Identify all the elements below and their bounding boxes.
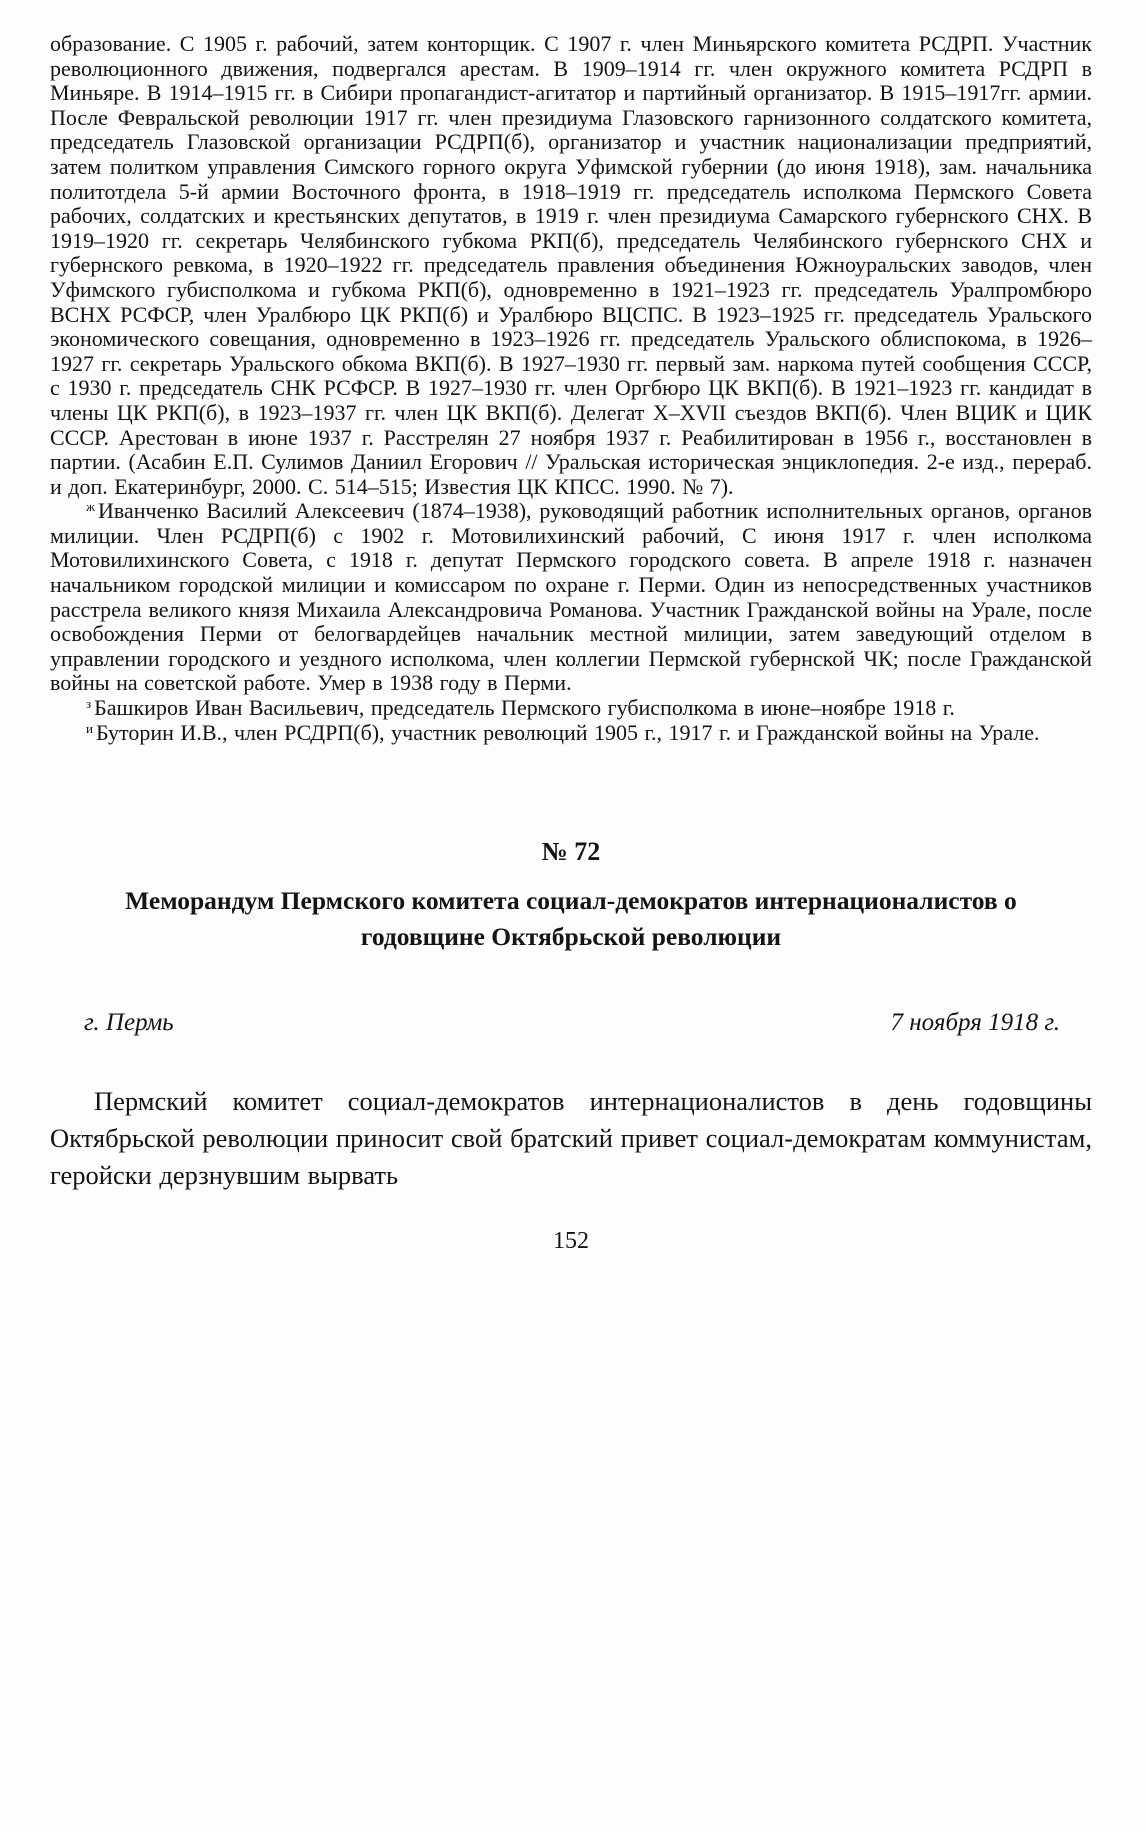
footnote-butorin	[50, 721, 1092, 746]
document-number: № 72	[541, 837, 601, 867]
dateline-date: 7 ноября 1918 г.	[890, 1009, 1060, 1037]
footnote-marker: ж	[86, 499, 95, 515]
dateline-place: г. Пермь	[84, 1009, 174, 1037]
footnote-text: Иванченко Василий Алексеевич (1874–1938), руководящий работник исполнительных органов, органов милиции. Член РСДРП(б) с 1902 г. Мотовилихинский рабочий, С июня 1917 г. член исполкома Мотовилихинского Совета, с 1918 г. депутат Пермского городского совета. В апреле 1918 г. назначен начальником городской милиции и комиссаром по охране г. Перми. Один из непосредственных участников расстрела великого князя Михаила Александровича Романова. Участник Гражданской войны на Урале, после освобождения Перми от белогвардейцев начальник местной милиции, затем заведующий отделом в управлении городского и уездного исполкома, член коллегии Пермской губернской ЧК; после Гражданской войны на советской работе. Умер в 1938 году в Перми.	[50, 498, 1092, 696]
document-body-paragraph: Пермский комитет социал-демократов интернационалистов в день годовщины Октябрьской революции приносит свой братский привет социал-демократам коммунистам, геройски дерзнувшим вырвать	[50, 1086, 1092, 1191]
document-title: Меморандум Пермского комитета социал-демократов интернационалистов о годовщине Октябрьской революции	[125, 886, 1017, 952]
footnote-marker: з	[86, 696, 92, 712]
footnote-marker: и	[86, 720, 93, 736]
footnote-text: Башкиров Иван Васильевич, председатель Пермского губисполкома в июне–ноябре 1918 г.	[94, 695, 955, 721]
footnote-bashkirov	[50, 696, 1092, 721]
footnote-text: Буторин И.В., член РСДРП(б), участник революций 1905 г., 1917 г. и Гражданской войны на Урале.	[95, 719, 1040, 745]
page-number: 152	[553, 1228, 589, 1255]
dateline	[50, 1009, 1092, 1037]
footnote-ivanchenko	[50, 499, 1092, 696]
biography-text-block	[50, 32, 1092, 745]
continuation-paragraph: образование. С 1905 г. рабочий, затем конторщик. С 1907 г. член Миньярского комитета РСДРП. Участник революционного движения, подвергался арестам. В 1909–1914 гг. член окружного комитета РСДРП в Миньяре. В 1914–1915 гг. в Сибири пропагандист-агитатор и партийный организатор. В 1915–1917гг. армии. После Февральской революции 1917 гг. член президиума Глазовского гарнизонного солдатского комитета, председатель Глазовской организации РСДРП(б), организатор и участник национализации предприятий, затем политком управления Симского горного округа Уфимской губернии (до июня 1918), зам. начальника политотдела 5-й армии Восточного фронта, в 1918–1919 гг. председатель исполкома Пермского Совета рабочих, солдатских и крестьянских депутатов, в 1919 г. член президиума Самарского губернского СНХ. В 1919–1920 гг. секретарь Челябинского губкома РКП(б), председатель Челябинского губернского СНХ и губернского ревкома, в 1920–1922 гг. председатель правления объединения Южноуральских заводов, член Уфимского губисполкома и губкома РКП(б), одновременно в 1921–1923 гг. председатель Уралпромбюро ВСНХ РСФСР, член Уралбюро ЦК РКП(б) и Уралбюро ВЦСПС. В 1923–1925 гг. председатель Уральского экономического совещания, одновременно в 1923–1926 гг. председатель Уральского облиспокома, в 1926–1927 гг. секретарь Уральского обкома ВКП(б). В 1927–1930 гг. первый зам. наркома путей сообщения СССР, с 1930 г. председатель СНК РСФСР. В 1927–1930 гг. член Оргбюро ЦК ВКП(б). В 1921–1923 гг. кандидат в члены ЦК РКП(б), в 1923–1937 гг. член ЦК ВКП(б). Делегат X–XVII съездов ВКП(б). Член ВЦИК и ЦИК СССР. Арестован в июне 1937 г. Расстрелян 27 ноября 1937 г. Реабилитирован в 1956 г., восстановлен в партии. (Асабин Е.П. Сулимов Даниил Егорович // Уральская историческая энциклопедия. 2-е изд., перераб. и доп. Екатеринбург, 2000. С. 514–515; Известия ЦК КПСС. 1990. № 7).	[50, 31, 1092, 499]
